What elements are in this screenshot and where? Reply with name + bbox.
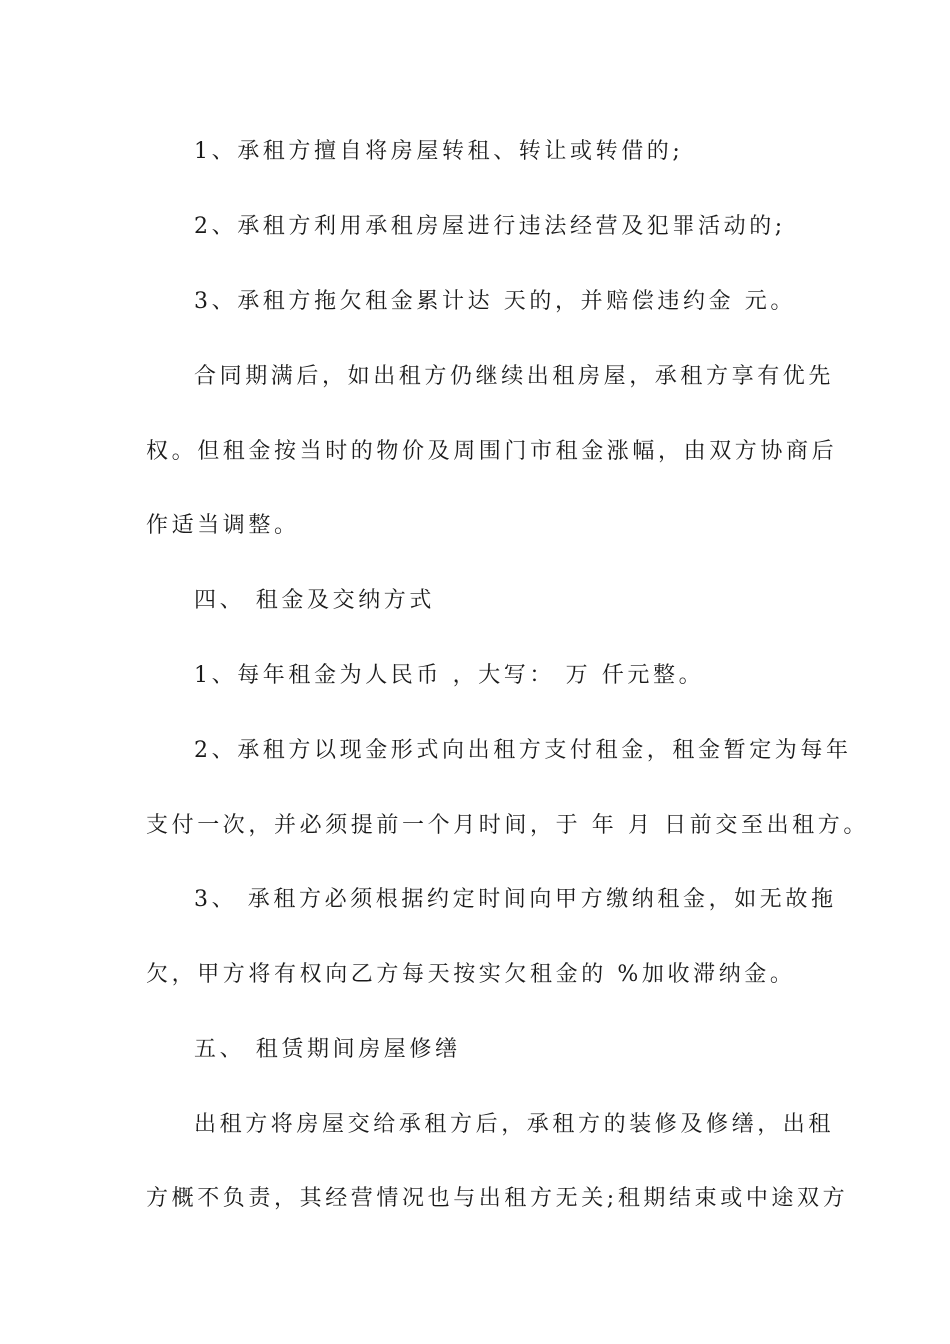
rent-item-2-line-1: 2、承租方以现金形式向出租方支付租金，租金暂定为每年 xyxy=(194,738,852,763)
repair-paragraph-line-1: 出租方将房屋交给承租方后，承租方的装修及修缮，出租 xyxy=(194,1112,835,1137)
rent-item-3-line-1: 3、 承租方必须根据约定时间向甲方缴纳租金，如无故拖 xyxy=(194,887,837,912)
section-4-heading: 四、 租金及交纳方式 xyxy=(194,588,435,613)
renewal-paragraph-line-3: 作适当调整。 xyxy=(146,513,300,538)
section-5-heading: 五、 租赁期间房屋修缮 xyxy=(194,1037,461,1062)
renewal-paragraph-line-1: 合同期满后，如出租方仍继续出租房屋，承租方享有优先 xyxy=(194,364,835,389)
renewal-paragraph-line-2: 权。但租金按当时的物价及周围门市租金涨幅，由双方协商后 xyxy=(146,439,838,464)
rent-item-1: 1、每年租金为人民币 ，大写： 万 仟元整。 xyxy=(194,663,705,688)
repair-paragraph-line-2: 方概不负责，其经营情况也与出租方无关;租期结束或中途双方 xyxy=(146,1186,849,1211)
clause-2-illegal-use: 2、承租方利用承租房屋进行违法经营及犯罪活动的; xyxy=(194,214,786,239)
rent-item-2-line-2: 支付一次，并必须提前一个月时间，于 年 月 日前交至出租方。 xyxy=(146,813,869,838)
rent-item-3-line-2: 欠，甲方将有权向乙方每天按实欠租金的 %加收滞纳金。 xyxy=(146,962,796,987)
clause-3-arrears: 3、承租方拖欠租金累计达 天的，并赔偿违约金 元。 xyxy=(194,289,796,314)
clause-1-sublet: 1、承租方擅自将房屋转租、转让或转借的; xyxy=(194,139,684,164)
